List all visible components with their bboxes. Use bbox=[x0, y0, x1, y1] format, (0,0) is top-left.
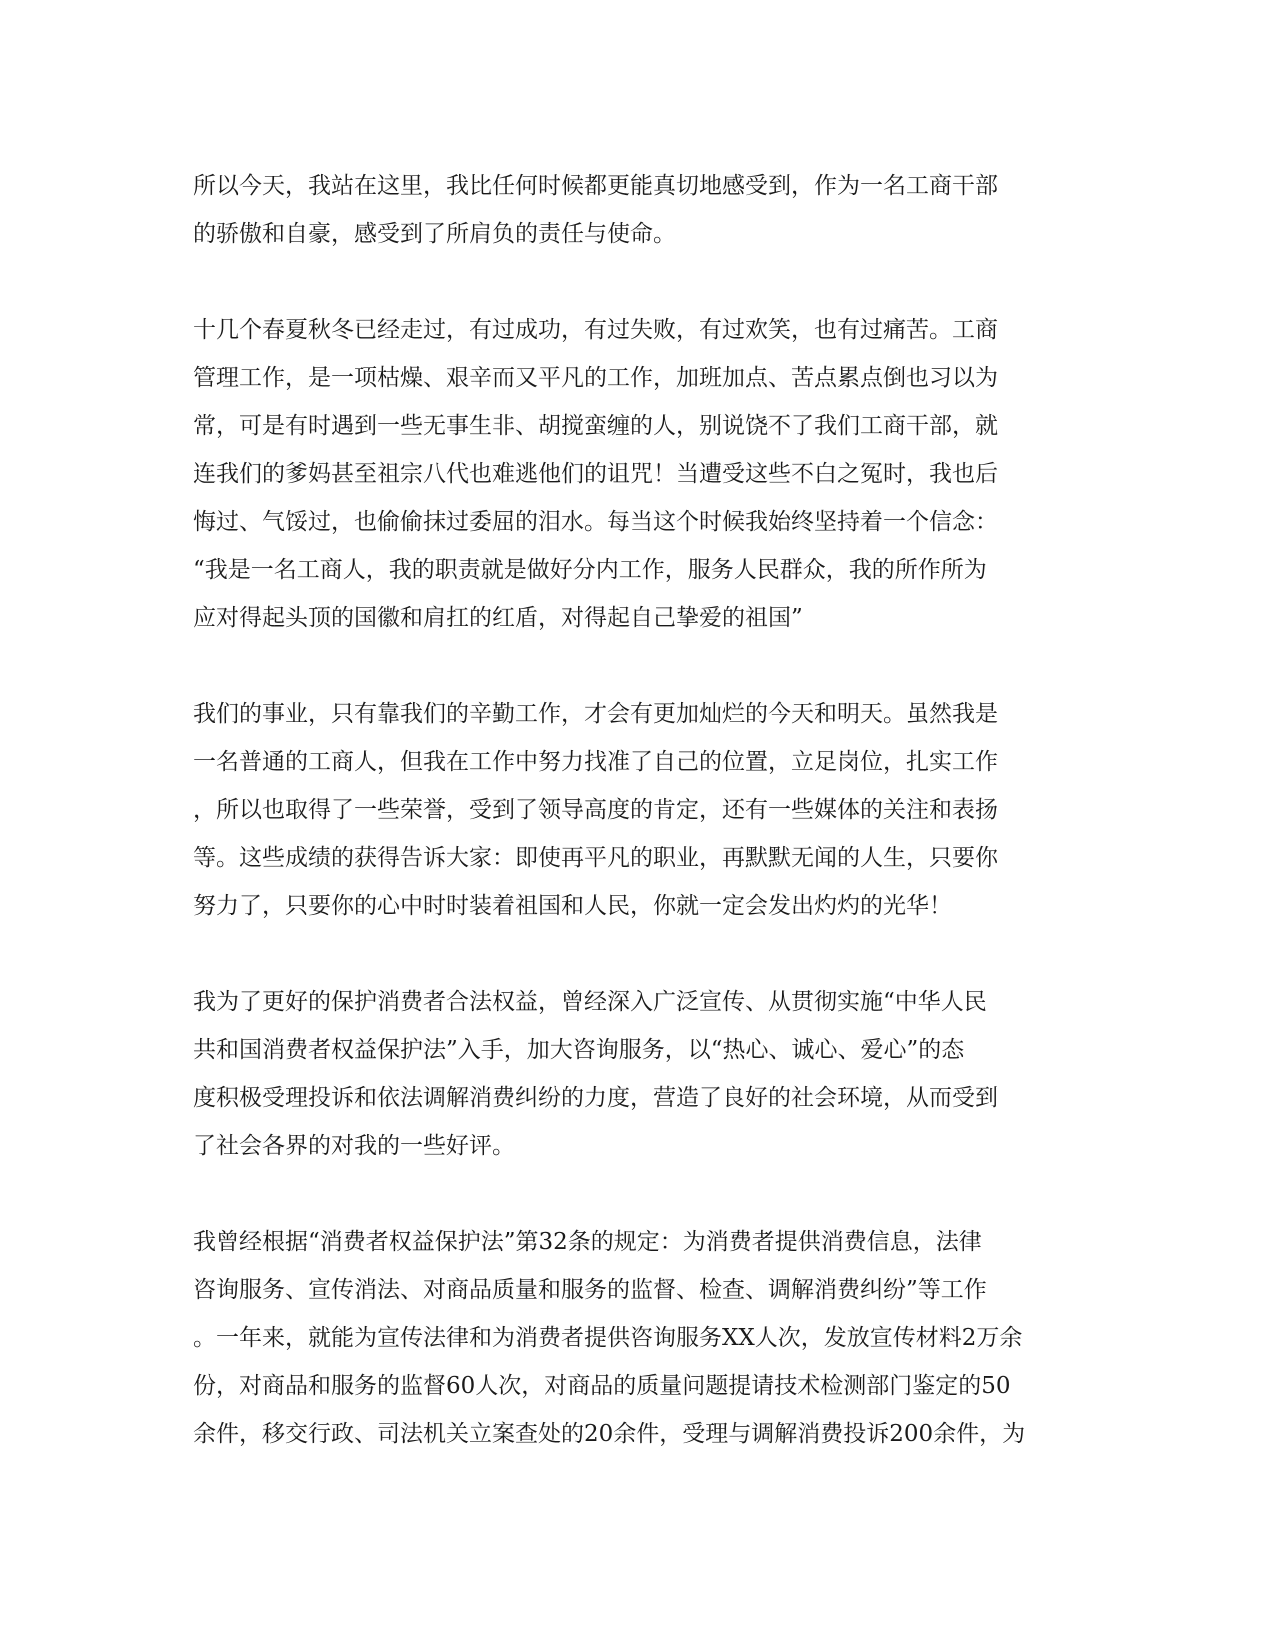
paragraph-line: 度积极受理投诉和依法调解消费纠纷的力度，营造了良好的社会环境，从而受到 bbox=[193, 1085, 998, 1111]
paragraph-line: 。一年来，就能为宣传法律和为消费者提供咨询服务XX人次，发放宣传材料2万余 bbox=[193, 1325, 1023, 1351]
paragraph-line: “我是一名工商人，我的职责就是做好分内工作，服务人民群众，我的所作所为 bbox=[193, 557, 987, 583]
paragraph-line: 了社会各界的对我的一些好评。 bbox=[193, 1133, 515, 1159]
paragraph-line: 咨询服务、宣传消法、对商品质量和服务的监督、检查、调解消费纠纷”等工作 bbox=[193, 1277, 987, 1303]
paragraph-line: 等。这些成绩的获得告诉大家：即使再平凡的职业，再默默无闻的人生，只要你 bbox=[193, 845, 998, 871]
paragraph-line: 所以今天，我站在这里，我比任何时候都更能真切地感受到，作为一名工商干部 bbox=[193, 173, 998, 199]
paragraph-line: 的骄傲和自豪，感受到了所肩负的责任与使命。 bbox=[193, 221, 676, 247]
paragraph-3 bbox=[193, 690, 1093, 930]
paragraph-line: 共和国消费者权益保护法”入手，加大咨询服务，以“热心、诚心、爱心”的态 bbox=[193, 1037, 965, 1063]
paragraph-line: 一名普通的工商人，但我在工作中努力找准了自己的位置，立足岗位，扎实工作 bbox=[193, 749, 998, 775]
paragraph-line: 余件，移交行政、司法机关立案查处的20余件，受理与调解消费投诉200余件，为 bbox=[193, 1421, 1026, 1447]
paragraph-line: 我为了更好的保护消费者合法权益，曾经深入广泛宣传、从贯彻实施“中华人民 bbox=[193, 989, 987, 1015]
paragraph-line: 份，对商品和服务的监督60人次，对商品的质量问题提请技术检测部门鉴定的50 bbox=[193, 1373, 1011, 1399]
paragraph-line: 努力了，只要你的心中时时装着祖国和人民，你就一定会发出灼灼的光华！ bbox=[193, 893, 952, 919]
paragraph-line: 悔过、气馁过，也偷偷抹过委屈的泪水。每当这个时候我始终坚持着一个信念： bbox=[193, 509, 998, 535]
paragraph-1 bbox=[193, 162, 1093, 258]
paragraph-line: 我曾经根据“消费者权益保护法”第32条的规定：为消费者提供消费信息，法律 bbox=[193, 1229, 982, 1255]
paragraph-line: 十几个春夏秋冬已经走过，有过成功，有过失败，有过欢笑，也有过痛苦。工商 bbox=[193, 317, 998, 343]
document-body bbox=[193, 162, 1093, 1506]
paragraph-line: ，所以也取得了一些荣誉，受到了领导高度的肯定，还有一些媒体的关注和表扬 bbox=[193, 797, 998, 823]
paragraph-line: 管理工作，是一项枯燥、艰辛而又平凡的工作，加班加点、苦点累点倒也习以为 bbox=[193, 365, 998, 391]
paragraph-line: 常，可是有时遇到一些无事生非、胡搅蛮缠的人，别说饶不了我们工商干部，就 bbox=[193, 413, 998, 439]
paragraph-line: 连我们的爹妈甚至祖宗八代也难逃他们的诅咒！当遭受这些不白之冤时，我也后 bbox=[193, 461, 998, 487]
paragraph-line: 应对得起头顶的国徽和肩扛的红盾，对得起自己挚爱的祖国” bbox=[193, 605, 803, 631]
paragraph-5 bbox=[193, 1218, 1093, 1458]
paragraph-line: 我们的事业，只有靠我们的辛勤工作，才会有更加灿烂的今天和明天。虽然我是 bbox=[193, 701, 998, 727]
paragraph-4 bbox=[193, 978, 1093, 1170]
paragraph-2 bbox=[193, 306, 1093, 642]
